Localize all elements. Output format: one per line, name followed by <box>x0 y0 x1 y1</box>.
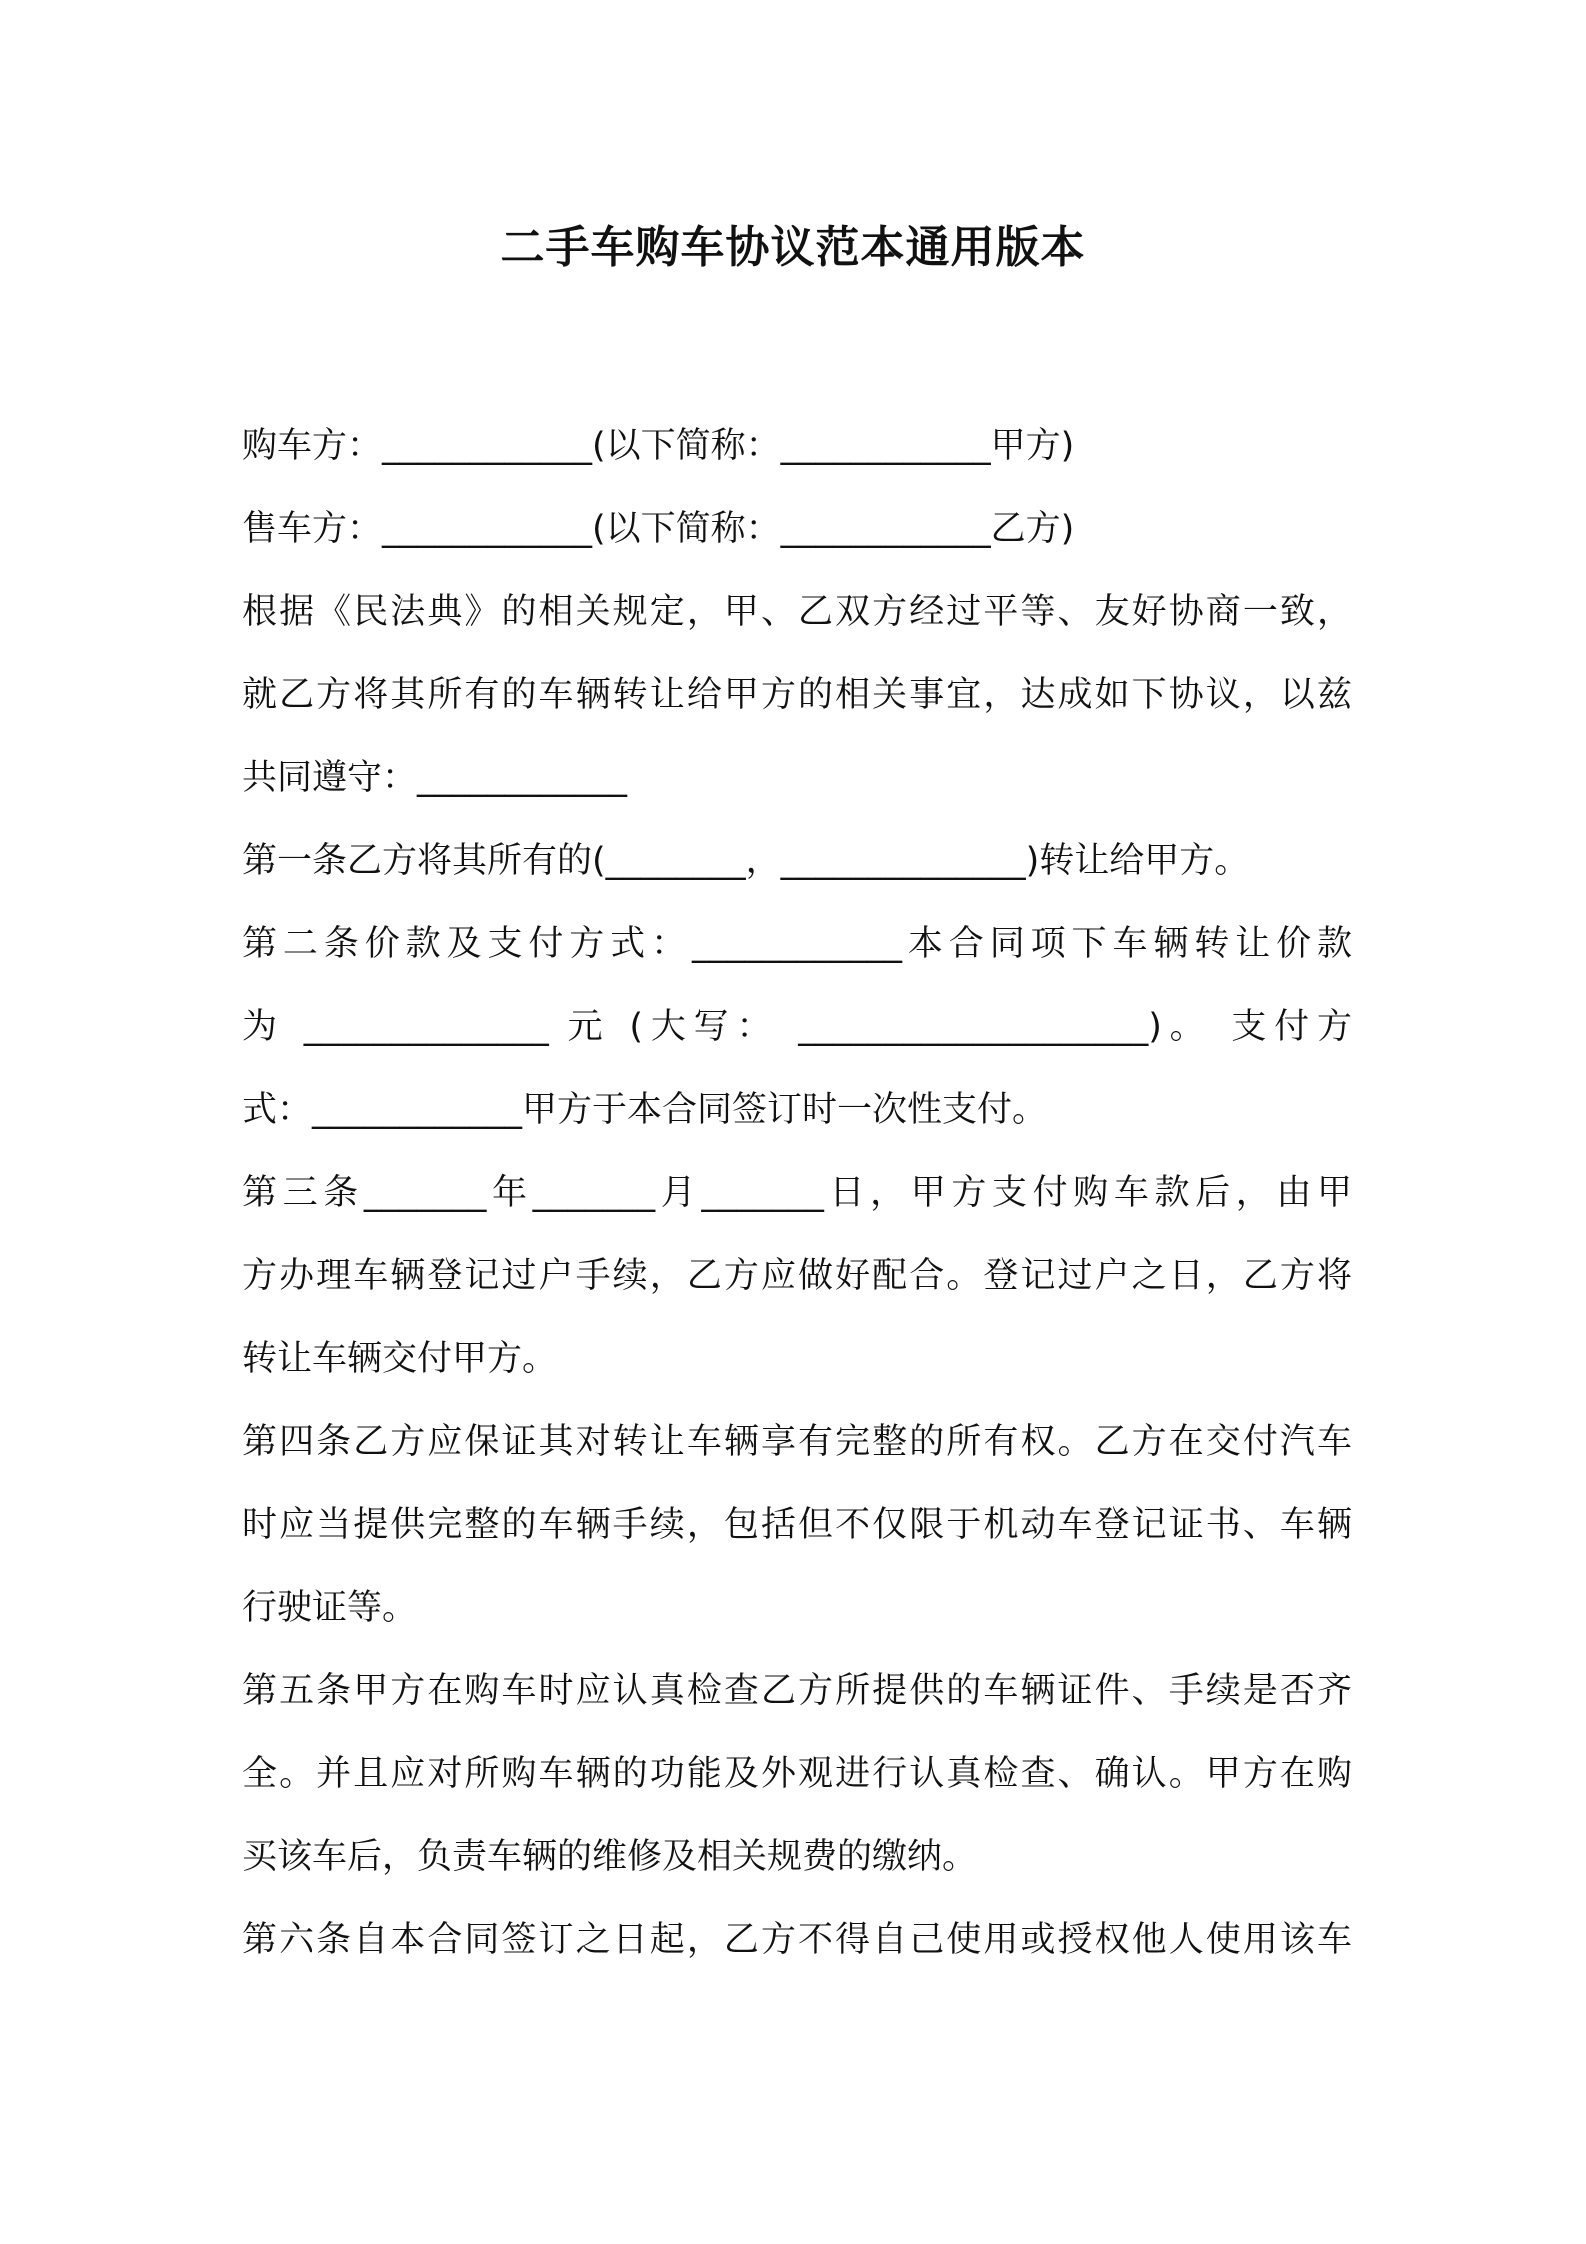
article-6-line-1: 第六条自本合同签订之日起，乙方不得自己使用或授权他人使用该车 <box>242 1920 1352 1960</box>
seller-line: 售车方：____________(以下简称：____________乙方) <box>242 509 1075 549</box>
article-4-line-3: 行驶证等。 <box>242 1588 418 1628</box>
article-4-line-1: 第四条乙方应保证其对转让车辆享有完整的所有权。乙方在交付汽车 <box>242 1422 1352 1462</box>
article-3-line-3: 转让车辆交付甲方。 <box>242 1339 558 1379</box>
preamble-line-1: 根据《民法典》的相关规定，甲、乙双方经过平等、友好协商一致， <box>242 592 1352 632</box>
article-3-line-2: 方办理车辆登记过户手续，乙方应做好配合。登记过户之日，乙方将 <box>242 1256 1352 1296</box>
article-2-line-2: 为 ______________ 元 (大写： ____________________)。 支付方 <box>242 1007 1352 1047</box>
article-2-line-3: 式：____________甲方于本合同签订时一次性支付。 <box>242 1090 1048 1130</box>
document-title: 二手车购车协议范本通用版本 <box>500 222 1086 273</box>
article-5-line-3: 买该车后，负责车辆的维修及相关规费的缴纳。 <box>242 1837 978 1877</box>
buyer-line: 购车方：____________(以下简称：____________甲方) <box>242 426 1075 466</box>
article-4-line-2: 时应当提供完整的车辆手续，包括但不仅限于机动车登记证书、车辆 <box>242 1505 1352 1545</box>
preamble-line-3: 共同遵守：____________ <box>242 758 628 798</box>
article-1-line-1: 第一条乙方将其所有的(________，______________)转让给甲方。 <box>242 841 1250 881</box>
document-body <box>242 405 1352 1982</box>
article-5-line-2: 全。并且应对所购车辆的功能及外观进行认真检查、确认。甲方在购 <box>242 1754 1352 1794</box>
preamble-line-2: 就乙方将其所有的车辆转让给甲方的相关事宜，达成如下协议，以兹 <box>242 675 1352 715</box>
article-5-line-1: 第五条甲方在购车时应认真检查乙方所提供的车辆证件、手续是否齐 <box>242 1671 1352 1711</box>
article-2-line-1: 第二条价款及支付方式：____________本合同项下车辆转让价款 <box>242 924 1352 964</box>
article-3-line-1: 第三条_______年_______月_______日，甲方支付购车款后，由甲 <box>242 1173 1352 1213</box>
